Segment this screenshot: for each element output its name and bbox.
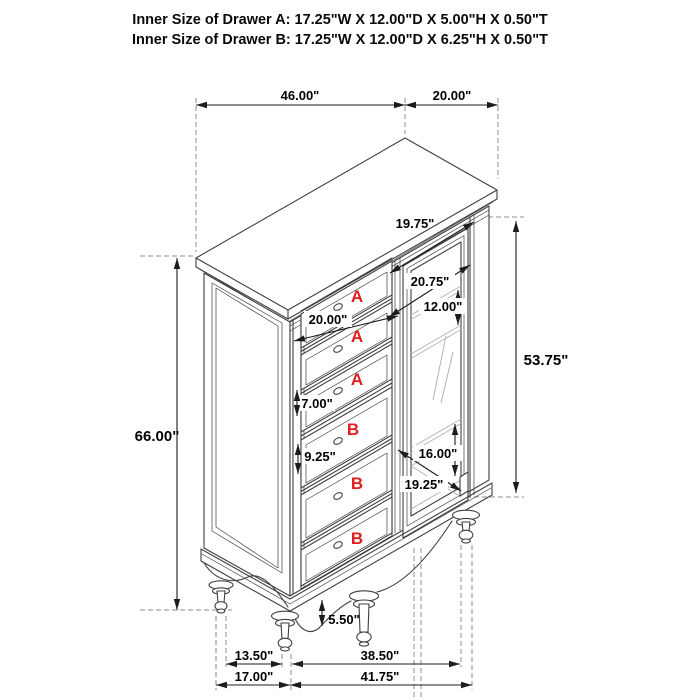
drawer-b-inner-size-text: Inner Size of Drawer B: 17.25"W X 12.00"D X 6.25"H X 0.50"T xyxy=(132,32,548,48)
front-left-leg xyxy=(272,611,299,651)
dim-upper-case-height: 53.75" xyxy=(523,352,569,369)
dim-shelf-spacing-upper: 12.00" xyxy=(423,299,463,314)
dim-apron-height: 5.50" xyxy=(328,612,360,627)
drawer-label-b2: B xyxy=(350,474,364,493)
drawer-label-a2: A xyxy=(350,327,364,346)
drawer-label-b3: B xyxy=(350,529,364,548)
dim-feet-width-inner: 38.50" xyxy=(360,648,400,663)
drawer-label-b1: B xyxy=(346,420,360,439)
drawer-a-inner-size-text: Inner Size of Drawer A: 17.25"W X 12.00"D X 5.00"H X 0.50"T xyxy=(132,12,548,28)
dim-drawer-b-front-height: 9.25" xyxy=(304,449,336,464)
dim-door-opening-top: 19.75" xyxy=(395,216,435,231)
cabinet-drawing xyxy=(196,138,497,651)
dim-feet-depth-inner: 13.50" xyxy=(234,648,274,663)
drawer-label-a1: A xyxy=(350,287,364,306)
dim-feet-width-outer: 41.75" xyxy=(360,669,400,684)
dim-overall-depth: 20.00" xyxy=(432,88,472,103)
left-side-panel xyxy=(204,273,290,596)
dim-overall-width: 46.00" xyxy=(280,88,320,103)
dim-drawer-a-front-height: 7.00" xyxy=(301,396,333,411)
front-right-leg xyxy=(453,510,480,543)
dim-door-opening-bottom: 19.25" xyxy=(404,477,444,492)
dim-drawer-bank-width: 20.00" xyxy=(308,312,348,327)
drawer-label-a3: A xyxy=(350,370,364,389)
dim-shelf-spacing-lower: 16.00" xyxy=(418,446,458,461)
rear-left-leg xyxy=(209,581,233,613)
dim-overall-height: 66.00" xyxy=(134,428,180,445)
dim-door-glass-width: 20.75" xyxy=(410,274,450,289)
dim-feet-depth-outer: 17.00" xyxy=(234,669,274,684)
